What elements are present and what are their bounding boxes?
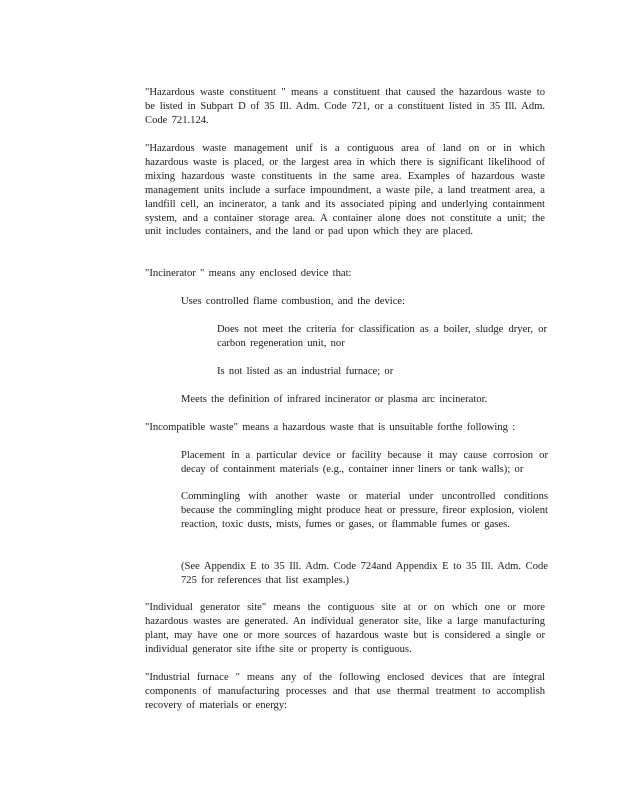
definition-incompatible-waste: "Incompatible waste" means a hazardous waste that is unsuitable forthe following : bbox=[145, 422, 516, 433]
definition-incinerator: "Incinerator " means any enclosed device that: bbox=[145, 268, 352, 279]
definition-hazardous-waste-management-unit: "Hazardous waste management unif is a contiguous area of land on or in which hazardous waste is placed, or the largest area in which there is significant likelihood of mixing hazardous waste constituents in the same area. Examples of hazardous waste management units include a surface impoundment, a waste pile, a land treatment area, a landfill cell, an incinerator, a tank and its associated piping and underlying containment system, and a container storage area. A container alone does not constitute a unit; the unit includes containers, and the land or pad upon which they are placed. bbox=[145, 143, 545, 238]
incinerator-clause-meets: Meets the definition of infrared incinerator or plasma arc incinerator. bbox=[181, 394, 488, 405]
incinerator-clause-uses: Uses controlled flame combustion, and the device: bbox=[181, 296, 406, 307]
incinerator-subclause-a: Does not meet the criteria for classification as a boiler, sludge dryer, or carbon regeneration unit, nor bbox=[217, 324, 547, 349]
definition-individual-generator-site: "Individual generator site" means the contiguous site at or on which one or more hazardous wastes are generated. An individual generator site, like a large manufacturing plant, may have one or more sources of hazardous waste but is considered a single or individual generator site ifthe site or property is contiguous. bbox=[145, 602, 545, 655]
incompatible-reference-note: (See Appendix E to 35 Ill. Adm. Code 724and Appendix E to 35 Ill. Adm. Code 725 for references that list examples.) bbox=[181, 561, 548, 586]
definition-hazardous-waste-constituent: "Hazardous waste constituent " means a constituent that caused the hazardous waste to be listed in Subpart D of 35 Ill. Adm. Code 721, or a constituent listed in 35 Ill. Adm. Code 721.124. bbox=[145, 87, 545, 126]
incompatible-clause-commingling: Commingling with another waste or material under uncontrolled conditions because the commingling might produce heat or pressure, fireor explosion, violent reaction, toxic dusts, mists, fumes or gases, or flammable fumes or gases. bbox=[181, 491, 548, 530]
incompatible-clause-placement: Placement in a particular device or facility because it may cause corrosion or decay of containment materials (e.g., container inner liners or tank walls); or bbox=[181, 450, 548, 475]
definition-industrial-furnace: "Industrial furnace " means any of the following enclosed devices that are integral components of manufacturing processes and that use thermal treatment to accomplish recovery of materials or energy: bbox=[145, 672, 545, 711]
incinerator-subclause-b: Is not listed as an industrial furnace; or bbox=[217, 366, 394, 377]
